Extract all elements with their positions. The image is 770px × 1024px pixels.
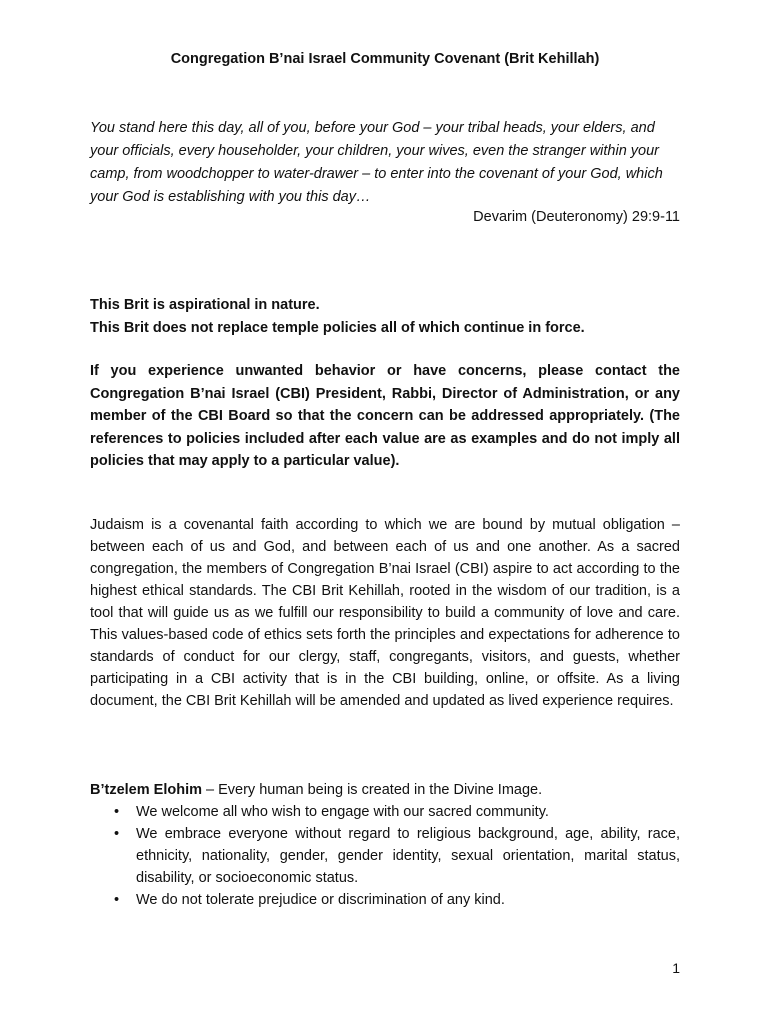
intro-paragraph: Judaism is a covenantal faith according to which we are bound by mutual obligation – between each of us and God, and between each of us and one another. As a sacred congregation, the members of Congregation B’nai Israel (CBI) aspire to act according to the highest ethical standards. The CBI Brit Kehillah, rooted in the wisdom of our tradition, is a tool that will guide us as we fulfill our responsibility to build a community of love and care. This values-based code of ethics sets forth the principles and expectations for adherence to standards of conduct for our clergy, staff, congregants, visitors, and guests, whether participating in a CBI activity that is in the CBI building, online, or offsite. As a living document, the CBI Brit Kehillah will be amended and updated as lived experience requires. — [90, 517, 680, 709]
value-heading — [90, 779, 680, 801]
policy-note: This Brit does not replace temple policies all of which continue in force. — [90, 320, 585, 336]
contact-paragraph: If you experience unwanted behavior or have concerns, please contact the Congregation B’nai Israel (CBI) President, Rabbi, Director of Administration, or any member of the CBI Board so that the concern can be addressed appropriately. (The references to policies included after each value are as examples and do not imply all policies that may apply to a particular value). — [90, 363, 680, 469]
list-item — [90, 823, 680, 889]
list-item-text: We embrace everyone without regard to religious background, age, ability, race, ethnicity, nationality, gender, gender identity, sexual orientation, marital status, disability, or socioeconomic status. — [136, 826, 680, 886]
list-item-text: We welcome all who wish to engage with our sacred community. — [136, 804, 549, 820]
list-item — [90, 889, 680, 911]
bullet-icon: • — [114, 804, 120, 820]
page-number: 1 — [672, 960, 680, 976]
bullet-icon: • — [114, 892, 120, 908]
document-title: Congregation B’nai Israel Community Covenant (Brit Kehillah) — [170, 51, 600, 67]
value-bullet-list — [90, 801, 680, 911]
value-definition: – Every human being is created in the Divine Image. — [202, 782, 543, 798]
value-term: B’tzelem Elohim — [90, 782, 202, 798]
epigraph-citation: Devarim (Deuteronomy) 29:9-11 — [473, 209, 680, 225]
aspirational-notes — [90, 294, 680, 340]
bullet-icon: • — [114, 826, 120, 842]
epigraph-quote: You stand here this day, all of you, before your God – your tribal heads, your elders, and your officials, every householder, your children, your wives, even the stranger within your camp, from woodchopper to water-drawer – to enter into the covenant of your God, which your God is establishing with you this day… — [90, 120, 663, 205]
list-item — [90, 801, 680, 823]
aspirational-note: This Brit is aspirational in nature. — [90, 297, 320, 313]
list-item-text: We do not tolerate prejudice or discrimination of any kind. — [136, 892, 505, 908]
